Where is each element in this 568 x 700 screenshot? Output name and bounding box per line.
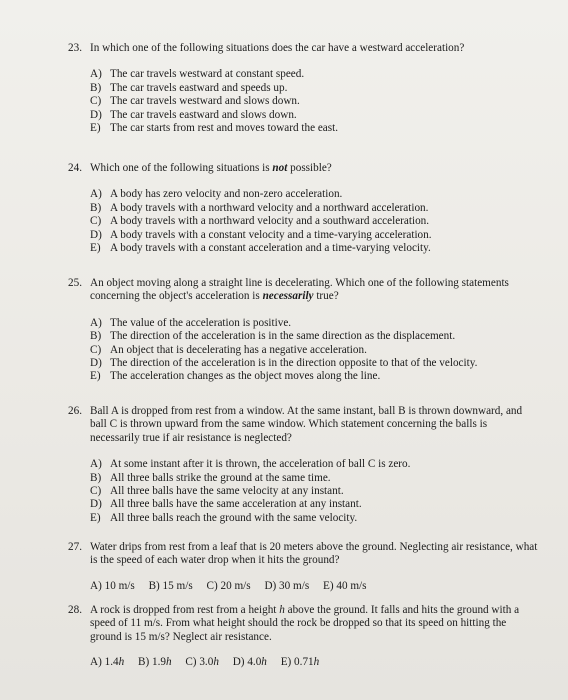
option-text: The direction of the acceleration is in the direction opposite to that of the velocity.	[110, 357, 478, 370]
stem-text: A rock is dropped from rest from a height	[90, 604, 280, 616]
option-value: 1.4	[104, 656, 119, 669]
option-variable: h	[165, 656, 172, 669]
answer-options	[90, 317, 538, 384]
stem-text: possible?	[287, 162, 332, 174]
question-number: 26.	[68, 405, 82, 417]
answer-option[interactable]	[233, 656, 267, 668]
option-text: The car travels westward at constant speed.	[110, 68, 305, 81]
option-text: 40 m/s	[336, 579, 367, 592]
option-text: A body travels with a northward velocity and a southward acceleration.	[110, 215, 430, 228]
answer-options	[90, 68, 538, 135]
option-value: 1.9	[151, 656, 166, 669]
answer-option[interactable]	[149, 580, 193, 592]
option-letter: E)	[90, 370, 101, 383]
option-text: An object that is decelerating has a negative acceleration.	[110, 343, 367, 356]
option-letter: C)	[185, 656, 197, 669]
answer-option[interactable]	[90, 485, 538, 498]
option-value: 3.0	[199, 656, 214, 669]
option-letter: E)	[323, 579, 334, 592]
option-letter: A)	[90, 188, 102, 201]
answer-option[interactable]	[90, 317, 538, 330]
answer-option[interactable]	[90, 202, 538, 215]
option-letter: B)	[137, 656, 150, 669]
stem-variable: h	[279, 604, 285, 616]
answer-option[interactable]	[90, 512, 538, 525]
option-text: A body travels with a constant acceleration and a time-varying velocity.	[110, 242, 431, 255]
option-text: The car travels eastward and slows down.	[110, 108, 297, 121]
option-text: The value of the acceleration is positive.	[110, 316, 292, 329]
question-stem: Water drips from rest from a leaf that is 20 meters above the ground. Neglecting air resistance, what is the speed of each water drop when it hits the ground?	[90, 541, 538, 567]
option-letter: B)	[90, 330, 102, 343]
answer-option[interactable]	[90, 229, 538, 242]
answer-options	[90, 458, 538, 525]
answer-option[interactable]	[138, 656, 172, 668]
option-value: 4.0	[247, 656, 262, 669]
question-24	[68, 162, 538, 255]
option-variable: h	[118, 656, 125, 669]
option-letter: D)	[90, 228, 102, 241]
answer-option[interactable]	[90, 188, 538, 201]
stem-text: above the ground. It falls and hits the ground with a speed of 11 m/s. From what height should the rock be dropped so that its speed on hitting the ground is 15 m/s? Neglect air resistance.	[90, 604, 520, 643]
option-text: 15 m/s	[162, 579, 193, 592]
answer-option[interactable]	[264, 580, 309, 592]
answer-option[interactable]	[90, 472, 538, 485]
option-variable: h	[313, 656, 320, 669]
answer-option[interactable]	[90, 215, 538, 228]
stem-text: An object moving along a straight line is decelerating. Which one of the following statements concerning the object's acceleration is	[90, 277, 509, 303]
answer-option[interactable]	[90, 498, 538, 511]
option-letter: E)	[90, 122, 101, 135]
answer-option[interactable]	[90, 458, 538, 471]
option-text: The car travels westward and slows down.	[110, 95, 300, 108]
stem-text: Which one of the following situations is	[90, 162, 273, 174]
option-text: 20 m/s	[220, 579, 251, 592]
question-stem: In which one of the following situations does the car have a westward acceleration?	[90, 42, 465, 54]
answer-option[interactable]	[90, 656, 124, 668]
stem-emphasis: necessarily	[262, 290, 314, 303]
question-25	[68, 277, 538, 384]
option-letter: B)	[90, 201, 102, 214]
question-number: 24.	[68, 162, 82, 174]
option-letter: D)	[264, 579, 277, 592]
option-letter: C)	[90, 485, 102, 498]
option-letter: C)	[90, 215, 102, 228]
answer-option[interactable]	[90, 68, 538, 81]
question-stem	[90, 604, 538, 644]
answer-options	[90, 656, 538, 669]
answer-options	[90, 188, 538, 255]
question-number: 25.	[68, 277, 82, 289]
option-text: The car starts from rest and moves toward the east.	[110, 122, 339, 135]
answer-option[interactable]	[90, 82, 538, 95]
option-text: 10 m/s	[104, 579, 135, 592]
option-letter: D)	[90, 108, 102, 121]
option-text: A body has zero velocity and non-zero acceleration.	[110, 188, 343, 201]
option-text: The car travels eastward and speeds up.	[110, 81, 288, 94]
question-stem: Ball A is dropped from rest from a window. At the same instant, ball B is thrown downward, and ball C is thrown upward from the same window. Which statement concerning the balls is necessarily true if air resistance is neglected?	[90, 405, 523, 444]
option-letter: C)	[206, 579, 218, 592]
answer-option[interactable]	[207, 580, 251, 592]
option-text: A body travels with a constant velocity and a time-varying acceleration.	[110, 228, 432, 241]
option-letter: D)	[232, 656, 245, 669]
option-text: A body travels with a northward velocity and a northward acceleration.	[110, 201, 429, 214]
question-stem	[90, 277, 538, 304]
answer-option[interactable]	[90, 242, 538, 255]
question-stem	[90, 162, 538, 175]
option-letter: E)	[90, 511, 101, 524]
answer-option[interactable]	[90, 109, 538, 122]
answer-option[interactable]	[281, 656, 320, 668]
question-number: 28.	[68, 604, 82, 616]
option-text: 30 m/s	[279, 579, 310, 592]
option-text: The acceleration changes as the object moves along the line.	[110, 370, 381, 383]
answer-option[interactable]	[90, 370, 538, 383]
option-letter: A)	[90, 68, 102, 81]
option-letter: A)	[90, 656, 102, 669]
option-letter: E)	[90, 242, 101, 255]
option-letter: D)	[90, 357, 102, 370]
question-26	[68, 405, 538, 525]
option-value: 0.71	[294, 656, 314, 669]
answer-option[interactable]	[185, 656, 219, 668]
option-letter: E)	[280, 656, 292, 669]
question-28	[68, 604, 538, 670]
option-letter: B)	[90, 81, 102, 94]
question-number: 23.	[68, 42, 82, 54]
option-text: All three balls have the same velocity at any instant.	[110, 485, 344, 498]
question-number: 27.	[68, 541, 82, 553]
option-letter: B)	[148, 579, 160, 592]
answer-option[interactable]	[323, 580, 367, 592]
stem-text: true?	[313, 290, 339, 303]
answer-option[interactable]	[90, 122, 538, 135]
question-23	[68, 42, 538, 135]
option-letter: C)	[90, 343, 102, 356]
answer-options	[90, 580, 538, 593]
answer-option[interactable]	[90, 344, 538, 357]
option-variable: h	[261, 656, 267, 669]
option-letter: A)	[90, 316, 102, 329]
option-text: All three balls have the same acceleration at any instant.	[110, 498, 362, 511]
question-27	[68, 541, 538, 593]
stem-emphasis: not	[272, 162, 288, 174]
answer-option[interactable]	[90, 330, 538, 343]
option-letter: C)	[90, 95, 102, 108]
option-letter: A)	[90, 579, 102, 592]
option-letter: B)	[90, 471, 102, 484]
option-letter: A)	[90, 458, 102, 471]
option-text: All three balls strike the ground at the same time.	[110, 471, 331, 484]
answer-option[interactable]	[90, 357, 538, 370]
option-text: At some instant after it is thrown, the acceleration of ball C is zero.	[110, 458, 411, 471]
answer-option[interactable]	[90, 580, 135, 592]
option-text: All three balls reach the ground with the same velocity.	[110, 511, 358, 524]
answer-option[interactable]	[90, 95, 538, 108]
option-text: The direction of the acceleration is in the same direction as the displacement.	[110, 330, 456, 343]
option-variable: h	[213, 656, 219, 669]
option-letter: D)	[90, 498, 102, 511]
